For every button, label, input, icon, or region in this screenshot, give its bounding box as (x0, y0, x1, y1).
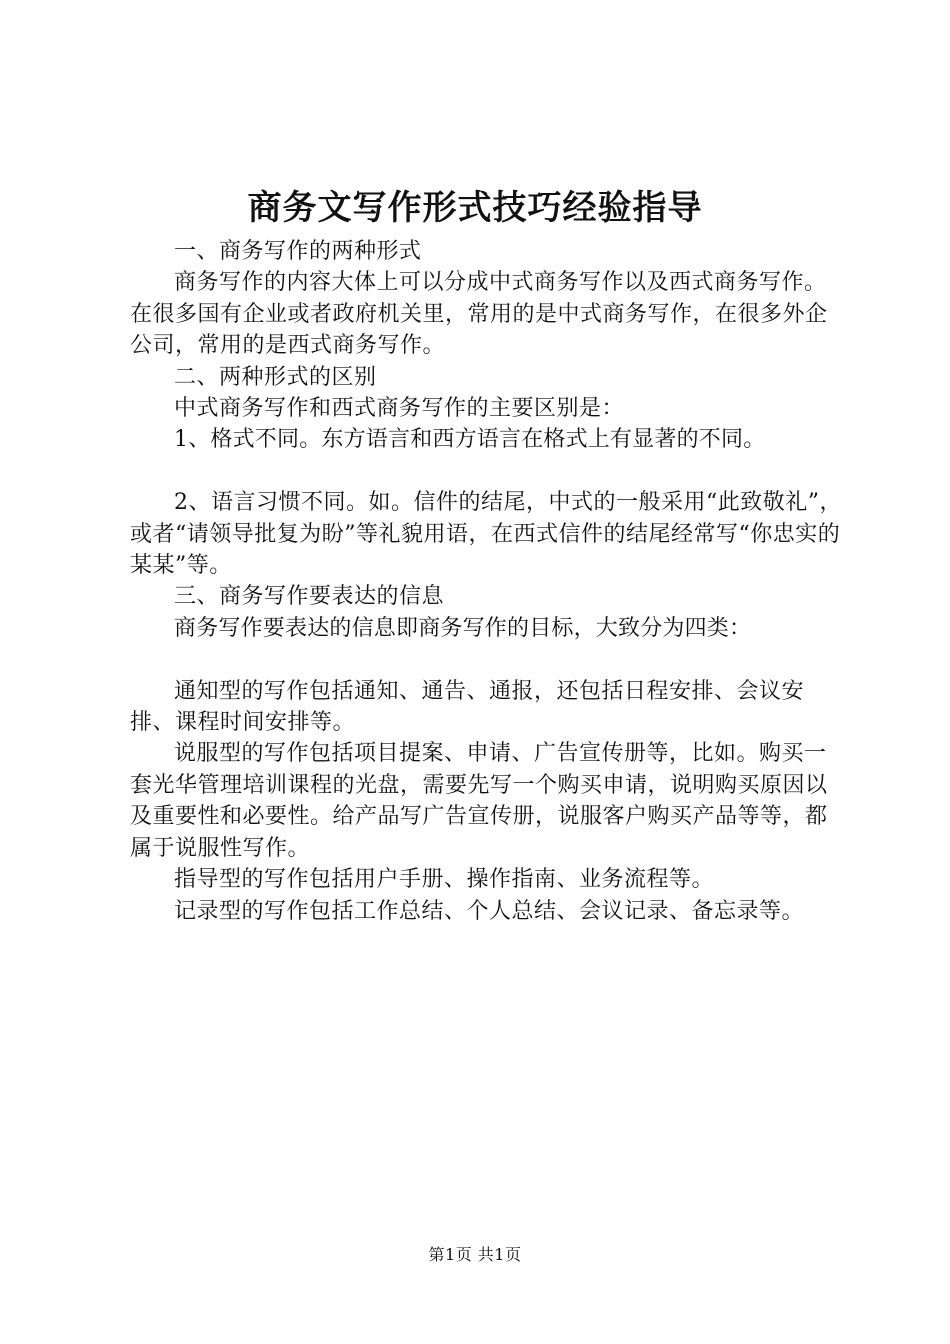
paragraph-difference-lead: 中式商务写作和西式商务写作的主要区别是： (174, 396, 625, 422)
document-title: 商务文写作形式技巧经验指导 (247, 188, 703, 228)
paragraph-record-type: 记录型的写作包括工作总结、个人总结、会议记录、备忘录等。 (174, 898, 805, 924)
paragraph-intro: 商务写作的内容大体上可以分成中式商务写作以及西式商务写作。在很多国有企业或者政府机关里，常用的是中式商务写作，在很多外企公司，常用的是西式商务写作。 (130, 270, 828, 359)
section-heading-3: 三、商务写作要表达的信息 (174, 584, 445, 610)
paragraph-goals-lead: 商务写作要表达的信息即商务写作的目标，大致分为四类： (174, 615, 752, 641)
section-heading-2: 二、两种形式的区别 (174, 364, 377, 390)
paragraph-language-difference: 2、语言习惯不同。如。信件的结尾，中式的一般采用“此致敬礼”，或者“请领导批复为盼”等礼貌用语，在西式信件的结尾经常写“你忠实的某某”等。 (130, 490, 842, 579)
paragraph-guidance-type: 指导型的写作包括用户手册、操作指南、业务流程等。 (174, 867, 715, 893)
paragraph-persuasive-type: 说服型的写作包括项目提案、申请、广告宣传册等，比如。购买一套光华管理培训课程的光盘，需要先写一个购买申请，说明购买原因以及重要性和必要性。给产品写广告宣传册，说服客户购买产品等等，都属于说服性写作。 (130, 741, 828, 861)
page-footer: 第1页 共1页 (428, 1245, 522, 1264)
document-body (130, 236, 842, 927)
section-heading-1: 一、商务写作的两种形式 (174, 239, 422, 264)
paragraph-notification-type: 通知型的写作包括通知、通告、通报，还包括日程安排、会议安排、课程时间安排等。 (130, 678, 805, 736)
paragraph-format-difference: 1、格式不同。东方语言和西方语言在格式上有显著的不同。 (174, 427, 766, 453)
